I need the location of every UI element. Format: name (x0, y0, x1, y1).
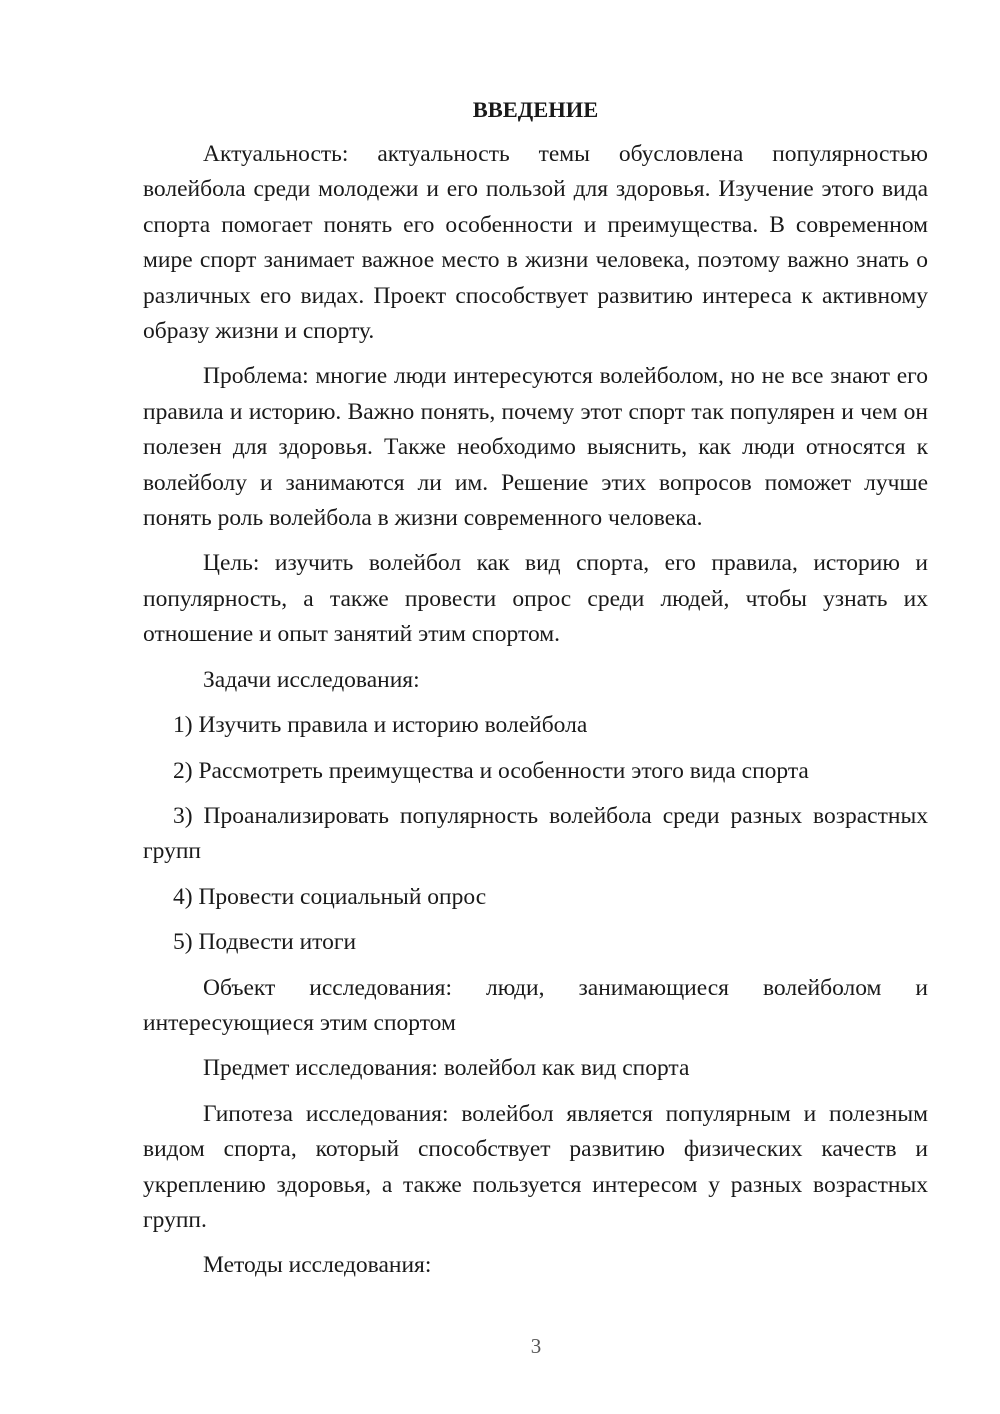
list-item: 2) Рассмотреть преимущества и особенности этого вида спорта (173, 757, 809, 784)
paragraph-goal: Цель: изучить волейбол как вид спорта, его правила, историю и популярность, а также провести опрос среди людей, чтобы узнать их отношение и опыт занятий этим спортом. (143, 550, 928, 648)
tasks-list (143, 708, 928, 960)
list-item: 3) Проанализировать популярность волейбола среди разных возрастных групп (143, 802, 928, 865)
paragraph-relevance: Актуальность: актуальность темы обусловлена популярностью волейбола среди молодежи и его пользой для здоровья. Изучение этого вида спорта помогает понять его особенности и преимущества. В современном мире спорт занимает важное место в жизни человека, поэтому важно знать о различных его видах. Проект способствует развитию интереса к активному образу жизни и спорту. (143, 141, 928, 345)
paragraph-problem: Проблема: многие люди интересуются волейболом, но не все знают его правила и историю. Важно понять, почему этот спорт так популярен и чем он полезен для здоровья. Также необходимо выяснить, как люди относятся к волейболу и занимаются ли им. Решение этих вопросов поможет лучше понять роль волейбола в жизни современного человека. (143, 363, 928, 532)
page-title: ВВЕДЕНИЕ (472, 97, 599, 122)
list-item: 4) Провести социальный опрос (173, 883, 487, 910)
paragraph-hypothesis: Гипотеза исследования: волейбол является популярным и полезным видом спорта, который способствует развитию физических качеств и укреплению здоровья, а также пользуется интересом у разных возрастных групп. (143, 1100, 928, 1233)
page-number: 3 (530, 1334, 542, 1358)
paragraph-object: Объект исследования: люди, занимающиеся волейболом и интересующиеся этим спортом (143, 974, 928, 1036)
paragraph-subject: Предмет исследования: волейбол как вид спорта (203, 1055, 690, 1082)
page-body (143, 92, 928, 1294)
list-item: 5) Подвести итоги (173, 929, 357, 956)
list-item: 1) Изучить правила и историю волейбола (173, 712, 588, 739)
methods-title: Методы исследования: (203, 1252, 432, 1279)
tasks-title: Задачи исследования: (203, 666, 420, 693)
